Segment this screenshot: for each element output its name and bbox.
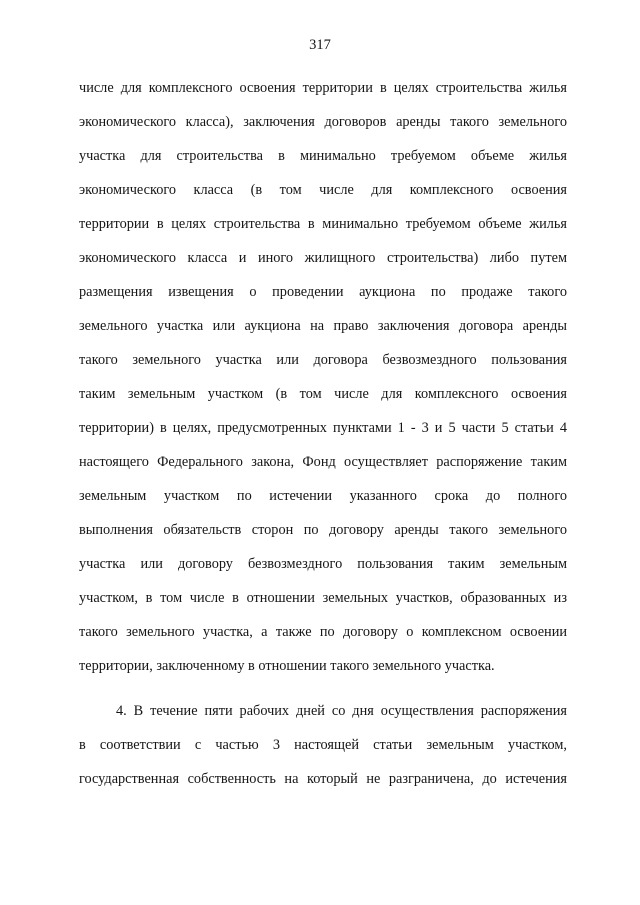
text-line: таким земельным участком (в том числе для комплексного освоения [79, 386, 567, 402]
paragraph-item-4 [79, 701, 567, 803]
text-line: государственная собственность на который не разграничена, до истечения [79, 771, 567, 787]
page-number: 317 [309, 37, 331, 53]
text-line: такого земельного участка, а также по договору о комплексном освоении [79, 624, 567, 640]
text-line: выполнения обязательств сторон по договору аренды такого земельного [79, 522, 567, 538]
paragraph-continuation [79, 78, 567, 690]
text-line: настоящего Федерального закона, Фонд осуществляет распоряжение таким [79, 454, 567, 470]
text-line: размещения извещения о проведении аукциона по продаже такого [79, 284, 567, 300]
text-line: экономического класса (в том числе для комплексного освоения [79, 182, 567, 198]
text-line-last: территории, заключенному в отношении такого земельного участка. [79, 658, 495, 674]
text-line: такого земельного участка или договора безвозмездного пользования [79, 352, 567, 368]
text-line: участка для строительства в минимально требуемом объеме жилья [79, 148, 567, 164]
text-line: участком, в том числе в отношении земельных участков, образованных из [79, 590, 567, 606]
text-line: территории в целях строительства в минимально требуемом объеме жилья [79, 216, 567, 232]
text-line: экономического класса), заключения договоров аренды такого земельного [79, 114, 567, 130]
text-line-indented: 4. В течение пяти рабочих дней со дня осуществления распоряжения [116, 703, 567, 719]
text-line: экономического класса и иного жилищного строительства) либо путем [79, 250, 567, 266]
text-line: числе для комплексного освоения территории в целях строительства жилья [79, 80, 567, 96]
text-line: участка или договору безвозмездного пользования таким земельным [79, 556, 567, 572]
text-line: в соответствии с частью 3 настоящей статьи земельным участком, [79, 737, 567, 753]
text-line: территории) в целях, предусмотренных пунктами 1 - 3 и 5 части 5 статьи 4 [79, 420, 567, 436]
text-line: земельного участка или аукциона на право заключения договора аренды [79, 318, 567, 334]
text-line: земельным участком по истечении указанного срока до полного [79, 488, 567, 504]
